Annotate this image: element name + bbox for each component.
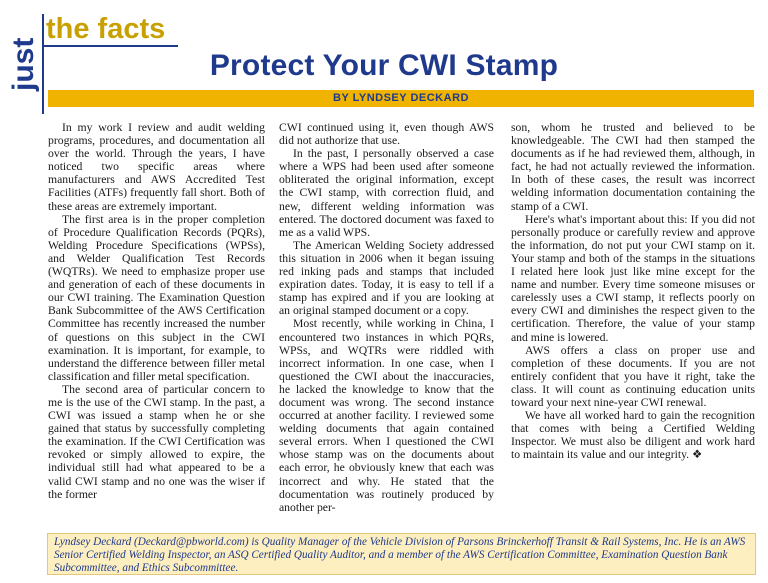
paragraph: The second area of particular concern to me is the use of the CWI stamp. In the past, a CWI was issued a stamp when he or she gained that status by successfully completing the examination. If the CWI Certification was revoked or simply allowed to expire, the individual still had what appeared to be a valid CWI stamp and no one was the wiser if the former	[48, 382, 265, 501]
author-bio: Lyndsey Deckard (Deckard@pbworld.com) is Quality Manager of the Vehicle Division of Parsons Brinckerhoff Transit & Rail Systems, Inc. He is an AWS Senior Certified Welding Inspector, an ASQ Certified Quality Auditor, and a member of the AWS Certification Committee, Examination Question Bank Subcommittee, and Ethics Subcommittee.	[47, 533, 756, 575]
paragraph: In my work I review and audit welding programs, procedures, and documentation all over the world. Through the years, I have noticed two specific areas where manufacturers and AWS Accredited Test Facilities (ATFs) frequently fall short. Both of these areas are extremely important.	[48, 121, 265, 213]
just-label: just	[7, 37, 40, 91]
paragraph: Here's what's important about this: If you did not personally produce or carefully review and approve the information, do not put your CWI stamp on it. Your stamp and both of the stamps in the situations I related here look just like mine except for the name and number. Every time someone misuses or carelessly uses a CWI stamp, it reflects poorly on every CWI and diminishes the respect given to the certification. Therefore, the value of your stamp and mine is lowered.	[511, 212, 755, 344]
article-title: Protect Your CWI Stamp	[209, 49, 559, 82]
column-1	[48, 121, 265, 501]
paragraph: The American Welding Society addressed this situation in 2006 when it began issuing red inking pads and stamps that included expiration dates. Today, it is easy to tell if a stamp has expired and if you are looking at an original stamped document or a copy.	[279, 238, 494, 318]
paragraph: The first area is in the proper completion of Procedure Qualification Records (PQRs), Welding Procedure Specifications (WPSs), and Welder Qualification Test Records (WQTRs). We need to emphasize proper use and generation of each of these documents in our CWI training. The Examination Question Bank Subcommittee of the AWS Certification Committee has recently increased the number of questions on this subject in the CWI examination. It is important, for example, to understand the difference between filler metal classification and filler metal specification.	[48, 212, 265, 383]
paragraph: AWS offers a class on proper use and completion of these documents. If you are not entirely confident that you have it right, take the class. It will count as continuing education units toward your next nine-year CWI renewal.	[511, 343, 755, 409]
paragraph: son, whom he trusted and believed to be knowledgeable. The CWI had then stamped the documents as if he had reviewed them, although, in fact, he had not actually reviewed the information. In both of these cases, the result was incorrect welding information documentation containing the stamp of a CWI.	[511, 121, 755, 213]
the-facts-label: the facts	[46, 13, 166, 45]
column-2	[279, 121, 494, 514]
paragraph: We have all worked hard to gain the recognition that comes with being a Certified Welding Inspector. We must also be diligent and work hard to maintain its value and our integrity. ❖	[511, 409, 755, 462]
column-3	[511, 121, 755, 461]
paragraph: Most recently, while working in China, I encountered two instances in which PQRs, WPSs, and WQTRs were riddled with incorrect information. In one case, when I questioned the CWI about the inaccuracies, he lacked the knowledge to know that the document was wrong. The second instance occurred at another facility. I reviewed some welding documents that again contained several errors. When I questioned the CWI whose stamp was on the documents about each error, he obviously knew that each was incorrect and why. He stated that the documentation was routinely produced by another per-	[279, 317, 494, 514]
paragraph: In the past, I personally observed a case where a WPS had been used after someone obliterated the original information, except the CWI stamp, with correction fluid, and new, different welding information was entered. The doctored document was faxed to me as a valid WPS.	[279, 147, 494, 239]
byline-bar	[48, 90, 754, 107]
paragraph: CWI continued using it, even though AWS did not authorize that use.	[279, 121, 494, 148]
byline: BY LYNDSEY DECKARD	[333, 92, 469, 104]
header-horizontal-rule	[44, 45, 178, 47]
